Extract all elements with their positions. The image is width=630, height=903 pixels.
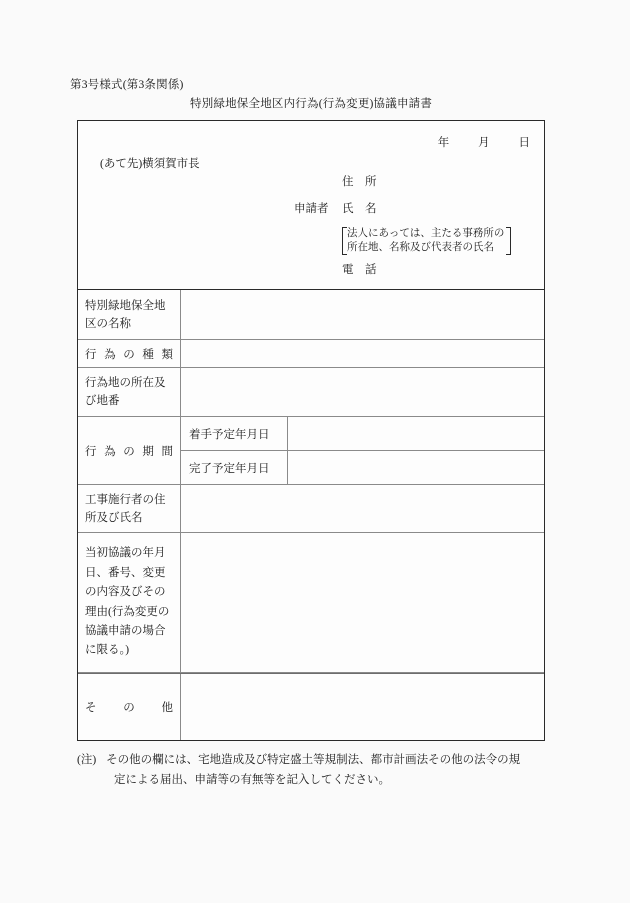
row-label-char: 間 [161,445,173,458]
table-row [78,485,544,533]
table-row [78,290,544,340]
period-end-value[interactable] [288,451,544,484]
row-value-district-name[interactable] [181,290,544,339]
table-row [78,417,544,485]
period-end-row [181,451,544,484]
table-row [78,368,544,417]
row-label-char: 為 [104,445,116,458]
row-value-act-location[interactable] [181,368,544,416]
footnote-text-1: その他の欄には、宅地造成及び特定盛土等規制法、都市計画法その他の法令の規 [106,754,521,766]
row-value-other[interactable] [181,674,544,740]
date-line [438,134,530,150]
footnote [77,750,555,790]
footnote-line-2: 定による届出、申請等の有無等を記入してください。 [114,774,390,786]
row-label-original-consultation [78,533,181,672]
row-label-line: 理由(行為変更の [85,605,170,618]
row-label-contractor [78,485,181,532]
row-label-line: 日、番号、変更 [85,566,166,579]
row-label-other [78,674,181,740]
date-year-label: 年 [437,137,450,149]
phone-label: 電 話 [342,264,377,276]
row-value-contractor[interactable] [181,485,544,532]
row-label-char: の [123,445,135,458]
date-month-label: 月 [478,137,490,149]
row-label-char: 行 [85,348,97,361]
row-label-line: 工事施行者の住 [85,493,166,506]
address-label: 住 所 [342,176,377,188]
addressee-label: (あて先)横須賀市長 [100,158,200,170]
address-row [294,173,544,200]
period-start-label: 着手予定年月日 [181,417,288,450]
corporate-note-line-1: 法人にあっては、主たる事務所の [347,228,505,239]
table-row [78,533,544,673]
period-start-value[interactable] [288,417,544,450]
row-label-line: の内容及びその [85,586,166,599]
row-label-act-period [78,417,181,484]
row-label-char: 類 [161,348,173,361]
phone-row [294,261,544,288]
row-label-char: の [123,348,135,361]
application-form-frame [77,120,545,741]
row-value-act-type[interactable] [181,340,544,367]
footnote-marker: (注) [77,754,97,766]
row-label-char: 種 [142,348,154,361]
row-label-act-location [78,368,181,416]
row-label-line: 当初協議の年月 [85,547,166,560]
footnote-line-1 [77,750,555,770]
row-label-act-type [78,340,181,367]
form-rows [78,290,544,740]
row-label-line: 所及び氏名 [85,511,143,524]
applicant-info-group [294,173,544,288]
row-label-line: 区の名称 [85,317,131,330]
row-label-char: 期 [142,445,154,458]
table-row [78,673,544,740]
name-row [294,200,544,227]
row-label-line: に限る。) [85,644,130,657]
form-header-block [78,121,544,290]
row-label-line: 行為地の所在及 [85,377,166,389]
name-label: 氏 名 [342,203,377,215]
corporate-note-line-2: 所在地、名称及び代表者の氏名 [347,242,494,253]
date-day-label: 日 [518,137,530,149]
row-label-line: 特別緑地保全地 [85,299,166,312]
row-label-char: の [123,702,135,714]
row-label-char: そ [85,702,97,714]
period-start-row [181,417,544,451]
act-period-subtable [181,417,544,484]
row-label-char: 行 [85,445,97,458]
period-end-label: 完了予定年月日 [181,451,288,484]
row-value-original-consultation[interactable] [181,533,544,672]
corporate-note [342,227,511,255]
row-label-char: 為 [104,348,116,361]
applicant-label: 申請者 [294,203,329,215]
row-label-line: び地番 [85,395,120,407]
row-label-char: 他 [161,702,173,714]
form-number: 第3号様式(第3条関係) [70,79,184,91]
form-title: 特別緑地保全地区内行為(行為変更)協議申請書 [190,98,433,110]
table-row [78,340,544,368]
row-label-district-name [78,290,181,339]
row-label-line: 協議申請の場合 [85,624,166,637]
